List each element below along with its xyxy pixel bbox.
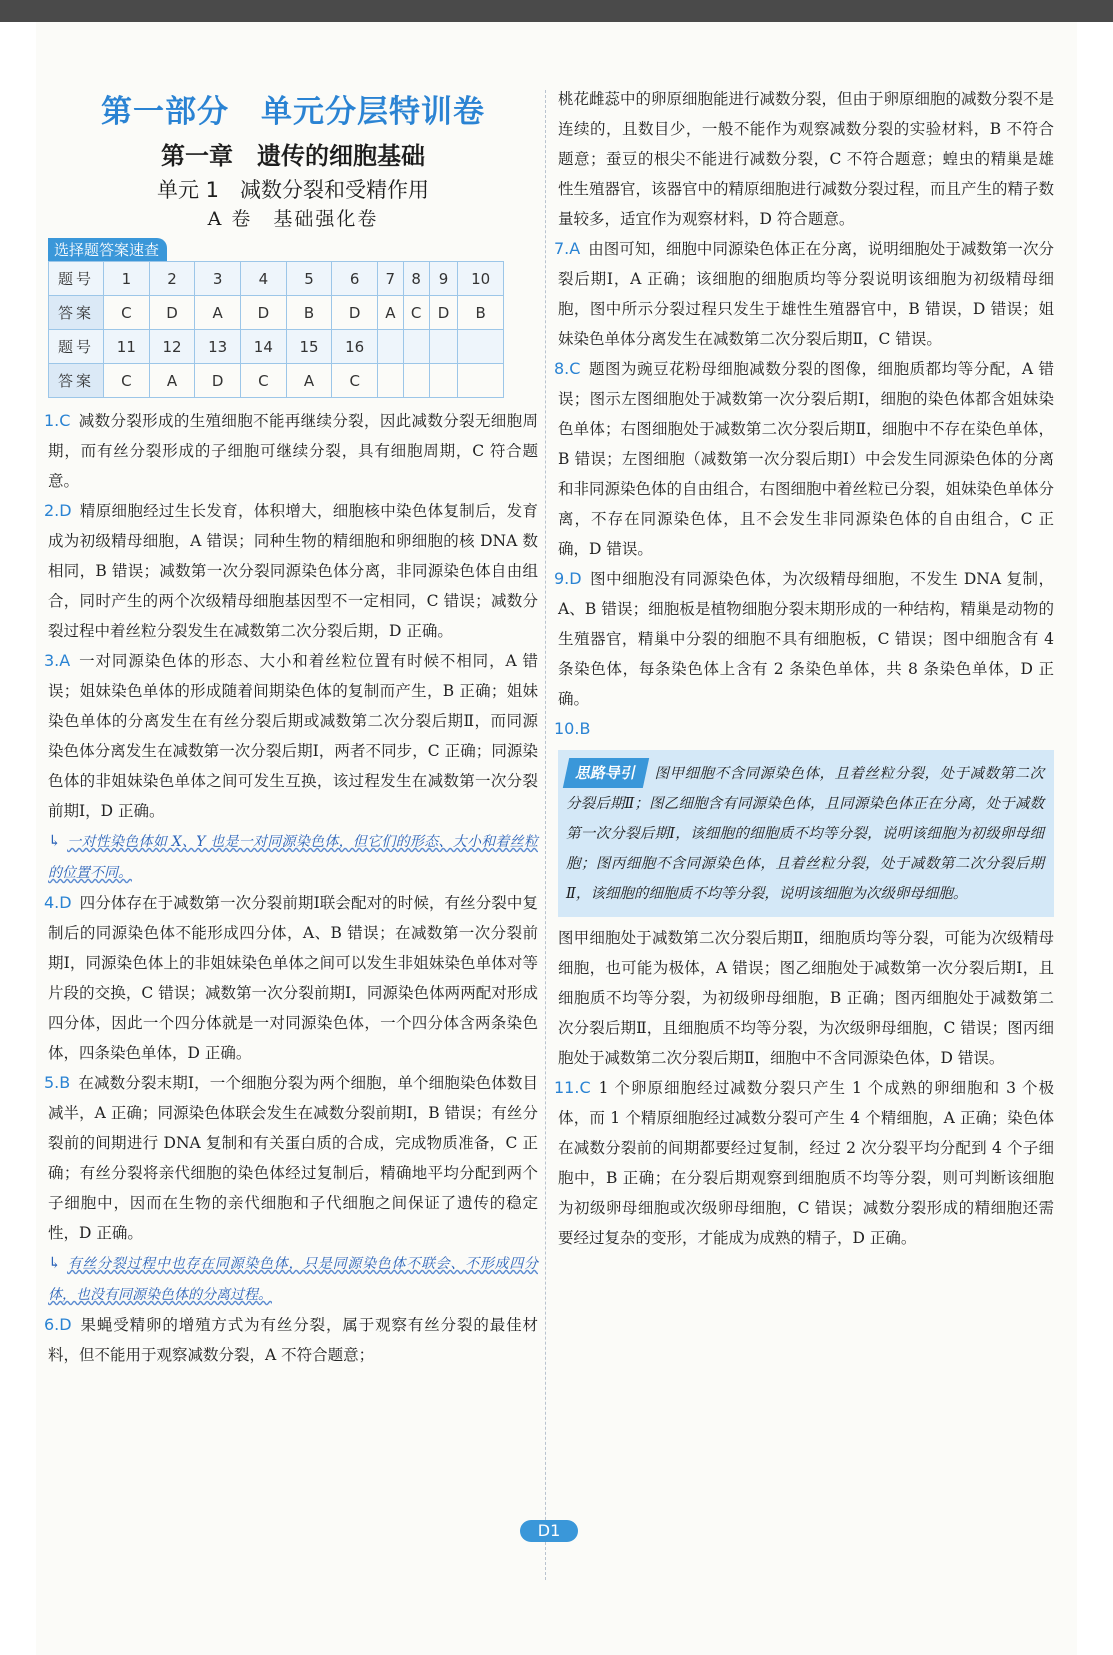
answer-text: 题图为豌豆花粉母细胞减数分裂的图像，细胞质都均等分配，A 错误；图示左图细胞处于减数第一次分裂后期Ⅰ，细胞的染色体都含姐妹染色单体；右图细胞处于减数第二次分裂后期Ⅱ，细胞中不存在染色单体，B 错误；左图细胞（减数第一次分裂后期Ⅰ）中会发生同源染色体的分离和非同源染色体的自由组合，右图细胞中着丝粒已分裂，姐妹染色单体分离，不存在同源染色体，且不会发生非同源染色体的自由组合，C 正确，D 错误。 [558,360,1055,558]
answer-text: 在减数分裂末期Ⅰ，一个细胞分裂为两个细胞，单个细胞染色体数目减半，A 正确；同源染色体联会发生在减数分裂前期Ⅰ，B 错误；有丝分裂前的间期进行 DNA 复制和有关蛋白质的合成，完成物质准备，C 正确；有丝分裂将亲代细胞的染色体经过复制后，精确地平均分配到两个子细胞中，因而在生物的亲代细胞和子代细胞之间保证了遗传的稳定性，D 正确。 [48,1074,539,1242]
answer-cell: A [378,296,404,330]
answer-cell [403,364,429,398]
note-text: 一对性染色体如 X、Y 也是一对同源染色体，但它们的形态、大小和着丝粒的位置不同。 [48,834,538,881]
table-row [49,296,504,330]
question-number: 4 [241,262,287,296]
answer-7 [554,234,1054,354]
answer-cell: B [286,296,332,330]
answer-4 [44,888,538,1068]
question-number: 11 [104,330,150,364]
question-number: 8 [403,262,429,296]
answer-cell: D [241,296,287,330]
answer-cell: B [458,296,504,330]
answer-9 [554,564,1054,714]
answer-text: 1 个卵原细胞经过减数分裂只产生 1 个成熟的卵细胞和 3 个极体，而 1 个精原细胞经过减数分裂可产生 4 个精细胞，A 正确；染色体在减数分裂前的间期都要经过复制，经过 2 次分裂平均分配到 4 个子细胞中，B 正确；在分裂后期观察到细胞质不均等分裂，则可判断该细胞为初级卵母细胞或次级卵母细胞，C 错误；减数分裂形成的精细胞还需要经过复杂的变形，才能成为成熟的精子，D 正确。 [558,1079,1054,1247]
answer-11 [554,1073,1054,1253]
answer-cell: C [332,364,378,398]
answer-2 [44,496,538,646]
question-number: 16 [332,330,378,364]
answer-table [48,261,504,398]
answer-text: 图中细胞没有同源染色体，为次级精母细胞，不发生 DNA 复制，A、B 错误；细胞板是植物细胞分裂末期形成的一种结构，精巢是动物的生殖器官，精巢中分裂的细胞不具有细胞板，C 错误；图中细胞含有 4 条染色体，每条染色体上含有 2 条染色单体，共 8 条染色单体，D 正确。 [558,570,1054,708]
question-number: 7 [378,262,404,296]
question-number: 2 [149,262,195,296]
answer-cell: C [241,364,287,398]
answer-text: 精原细胞经过生长发育，体积增大，细胞核中染色体复制后，发育成为初级精母细胞，A 错误；同种生物的精细胞和卵细胞的核 DNA 数相同，B 错误；减数第一次分裂同源染色体分离，非同源染色体自由组合，同时产生的两个次级精母细胞基因型不一定相同，C 错误；减数分裂过程中着丝粒分裂发生在减数第二次分裂后期，D 正确。 [48,502,538,640]
answer-cell: A [149,364,195,398]
question-number: 6 [332,262,378,296]
question-number: 10 [458,262,504,296]
note-text: 有丝分裂过程中也存在同源染色体，只是同源染色体不联会、不形成四分体，也没有同源染色体的分离过程。 [48,1256,538,1303]
answer-id: 6.D [44,1315,72,1334]
part-title: 第一部分 单元分层特训卷 [101,94,485,130]
arrow-icon: ↳ [48,832,61,850]
answer-cell: A [286,364,332,398]
question-number: 15 [286,330,332,364]
question-number: 14 [241,330,287,364]
answer-cell: C [403,296,429,330]
row-label: 题号 [49,330,104,364]
answer-6 [44,1310,538,1370]
hint-label: 思路导引 [563,758,649,788]
answer-1 [44,406,538,496]
answer-id: 10.B [554,719,591,738]
answer-quick-check [48,238,538,398]
table-row [49,364,504,398]
answer-id: 7.A [554,239,581,258]
answer-cell: D [332,296,378,330]
handwritten-note [48,1248,538,1310]
answer-5 [44,1068,539,1310]
answer-6-continued: 桃花雌蕊中的卵原细胞能进行减数分裂，但由于卵原细胞的减数分裂不是连续的，且数目少，一般不能作为观察减数分裂的实验材料，B 不符合题意；蚕豆的根尖不能进行减数分裂，C 不符合题意；蝗虫的精巢是雄性生殖器官，该器官中的精原细胞进行减数分裂过程，而且产生的精子数量较多，适宜作为观察材料，D 符合题意。 [558,90,1055,228]
answer-text: 图甲细胞处于减数第二次分裂后期Ⅱ，细胞质均等分裂，可能为次级精母细胞，也可能为极体，A 错误；图乙细胞处于减数第一次分裂后期Ⅰ，且细胞质不均等分裂，为初级卵母细胞，B 正确；图丙细胞处于减数第二次分裂后期Ⅱ，且细胞质不均等分裂，为次级卵母细胞，C 错误；图丙细胞处于减数第二次分裂后期Ⅱ，细胞中不含同源染色体，D 错误。 [558,929,1054,1067]
answer-10 [554,714,1054,1073]
unit-title: 单元 1 减数分裂和受精作用 [156,178,430,202]
answer-text: 果蝇受精卵的增殖方式为有丝分裂，属于观察有丝分裂的最佳材料，但不能用于观察减数分裂，A 不符合题意； [48,1316,538,1364]
answer-cell: A [195,296,241,330]
column-divider [545,90,546,1580]
answer-id: 3.A [44,651,71,670]
arrow-icon: ↳ [48,1254,61,1272]
answer-id: 1.C [44,411,71,430]
answer-cell [429,364,458,398]
question-number: 13 [195,330,241,364]
answer-text: 减数分裂形成的生殖细胞不能再继续分裂，因此减数分裂无细胞周期，而有丝分裂形成的子细胞可继续分裂，具有细胞周期，C 符合题意。 [48,412,538,490]
right-column [554,84,1055,1253]
question-number: 9 [429,262,458,296]
answer-id: 2.D [44,501,72,520]
answer-cell: D [429,296,458,330]
answer-cell: D [149,296,195,330]
answer-8 [554,354,1055,564]
table-row [49,262,504,296]
question-number: 5 [286,262,332,296]
question-number [378,330,404,364]
answer-id: 11.C [554,1078,591,1097]
answer-id: 9.D [554,569,582,588]
hint-box [558,750,1054,917]
table-row [49,330,504,364]
answer-id: 5.B [44,1073,71,1092]
answer-cell: D [195,364,241,398]
answer-cell [458,364,504,398]
question-number [429,330,458,364]
answer-cell: C [104,364,150,398]
answer-text: 四分体存在于减数第一次分裂前期Ⅰ联会配对的时候，有丝分裂中复制后的同源染色体不能形成四分体，A、B 错误；在减数第一次分裂前期Ⅰ，同源染色体上的非姐妹染色单体之间可以发生非姐妹染色单体对等片段的交换，C 错误；减数第一次分裂前期Ⅰ，同源染色体两两配对形成四分体，因此一个四分体就是一对同源染色体，一个四分体含两条染色体，四条染色单体，D 正确。 [48,894,538,1062]
volume-title: A 卷 基础强化卷 [207,208,379,230]
question-number: 1 [104,262,150,296]
question-number: 12 [149,330,195,364]
answer-id: 4.D [44,893,72,912]
row-label: 答案 [49,364,104,398]
row-label: 题号 [49,262,104,296]
hint-text: 图甲细胞不含同源染色体，且着丝粒分裂，处于减数第二次分裂后期Ⅱ；图乙细胞含有同源染色体，且同源染色体正在分离，处于减数第一次分裂后期Ⅰ，该细胞的细胞质不均等分裂，说明该细胞为初级卵母细胞；图丙细胞不含同源染色体，且着丝粒分裂，处于减数第二次分裂后期Ⅱ，该细胞的细胞质不均等分裂，说明该细胞为次级卵母细胞。 [566,766,1044,902]
question-number: 3 [195,262,241,296]
question-number [403,330,429,364]
question-number [458,330,504,364]
answer-3 [44,646,538,888]
answer-id: 8.C [554,359,581,378]
quick-check-label: 选择题答案速查 [48,238,167,261]
answer-cell: C [104,296,150,330]
page-number: D1 [520,1520,578,1542]
answer-text: 由图可知，细胞中同源染色体正在分离，说明细胞处于减数第一次分裂后期Ⅰ，A 正确；该细胞的细胞质均等分裂说明该细胞为初级精母细胞，图中所示分裂过程只发生于雄性生殖器官中，B 错误，D 错误；姐妹染色单体分离发生在减数第二次分裂后期Ⅱ，C 错误。 [558,240,1054,348]
answer-text: 一对同源染色体的形态、大小和着丝粒位置有时候不相同，A 错误；姐妹染色单体的形成随着间期染色体的复制而产生，B 正确；姐妹染色单体的分离发生在有丝分裂后期或减数第二次分裂后期Ⅱ，而同源染色体分离发生在减数第一次分裂后期Ⅰ，两者不同步，C 正确；同源染色体的非姐妹染色单体之间可发生互换，该过程发生在减数第一次分裂前期Ⅰ，D 正确。 [48,652,538,820]
handwritten-note [48,826,538,888]
row-label: 答案 [49,296,104,330]
answer-cell [378,364,404,398]
chapter-title: 第一章 遗传的细胞基础 [161,142,425,170]
left-column [44,78,539,1370]
top-border-bar [0,0,1113,22]
